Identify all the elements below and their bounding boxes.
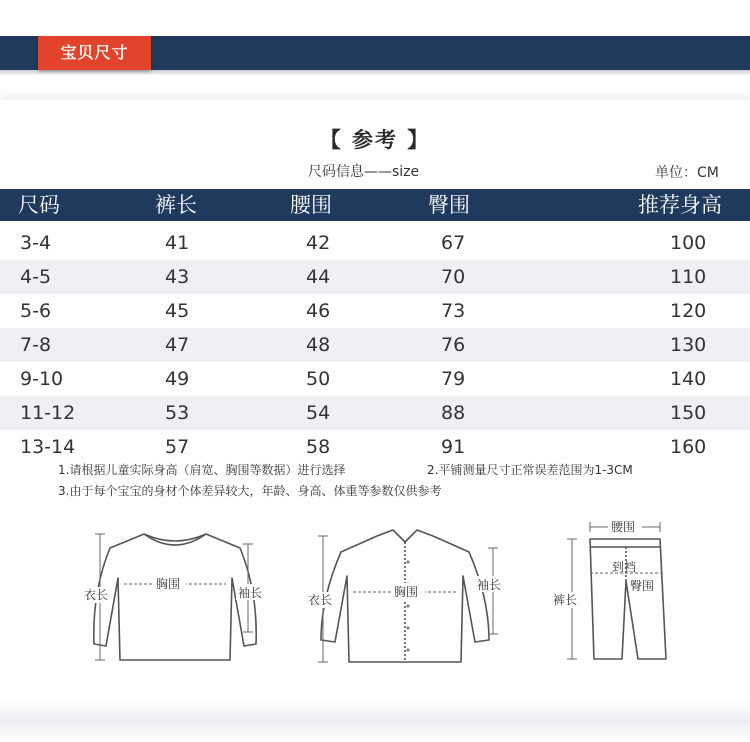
col-header-height: 推荐身高 <box>638 193 722 217</box>
pants-hip-label: 臀围 <box>630 579 655 593</box>
cell-hip: 79 <box>441 368 466 390</box>
table-row <box>0 396 750 430</box>
size-tab-badge: 宝贝尺寸 <box>38 36 151 70</box>
table-header <box>0 189 750 221</box>
cell-size: 13-14 <box>20 436 76 458</box>
note-1: 1.请根据儿童实际身高（肩宽、胸围等数据）进行选择 <box>58 463 346 477</box>
cell-hip: 88 <box>441 402 466 424</box>
cell-waist: 42 <box>306 232 331 254</box>
measurement-diagrams <box>0 507 750 687</box>
tshirt-length-label: 衣长 <box>84 588 109 602</box>
cell-waist: 44 <box>306 266 331 288</box>
pants-rise-label: 到裆 <box>612 560 637 574</box>
col-header-pants-length: 裤长 <box>155 193 197 217</box>
cell-pants-length: 45 <box>165 300 190 322</box>
cell-waist: 48 <box>306 334 331 356</box>
table-row <box>0 328 750 362</box>
cell-size: 9-10 <box>20 368 64 390</box>
shirt-length-label: 衣长 <box>308 593 333 607</box>
reference-title: 【 参考 】 <box>319 128 431 152</box>
note-3: 3.由于每个宝宝的身材个体差异较大，年龄、身高、体重等参数仅供参考 <box>58 484 442 498</box>
table-row <box>0 260 750 294</box>
cell-waist: 50 <box>306 368 331 390</box>
pants-length-label: 裤长 <box>553 593 578 607</box>
cell-waist: 58 <box>306 436 331 458</box>
cell-pants-length: 57 <box>165 436 190 458</box>
cell-size: 11-12 <box>20 402 76 424</box>
shirt-chest-label: 胸围 <box>394 585 419 599</box>
table-row <box>0 226 750 260</box>
cell-size: 4-5 <box>20 266 52 288</box>
cell-height: 140 <box>670 368 707 390</box>
cell-pants-length: 49 <box>165 368 190 390</box>
header-shadow <box>0 70 750 76</box>
cell-hip: 70 <box>441 266 466 288</box>
cell-pants-length: 43 <box>165 266 190 288</box>
cell-pants-length: 53 <box>165 402 190 424</box>
tshirt-diagram <box>80 522 270 682</box>
cell-height: 160 <box>670 436 707 458</box>
cell-size: 3-4 <box>20 232 52 254</box>
size-subtitle: 尺码信息——size <box>308 164 420 180</box>
cell-size: 7-8 <box>20 334 52 356</box>
note-2: 2.平铺测量尺寸正常误差范围为1-3CM <box>427 463 633 477</box>
cell-height: 130 <box>670 334 707 356</box>
cell-height: 110 <box>670 266 707 288</box>
table-row <box>0 430 750 464</box>
cell-height: 100 <box>670 232 707 254</box>
unit-label: 单位：CM <box>655 165 719 181</box>
cell-hip: 91 <box>441 436 466 458</box>
cell-height: 150 <box>670 402 707 424</box>
tshirt-chest-label: 胸围 <box>156 577 181 591</box>
cell-hip: 73 <box>441 300 466 322</box>
table-row <box>0 294 750 328</box>
cell-waist: 46 <box>306 300 331 322</box>
cell-hip: 76 <box>441 334 466 356</box>
cell-height: 120 <box>670 300 707 322</box>
cell-size: 5-6 <box>20 300 52 322</box>
cell-pants-length: 47 <box>165 334 190 356</box>
tshirt-sleeve-label: 袖长 <box>238 586 263 600</box>
shirt-sleeve-label: 袖长 <box>477 578 502 592</box>
col-header-waist: 腰围 <box>290 193 332 217</box>
bottom-divider <box>0 700 750 742</box>
table-row <box>0 362 750 396</box>
shirt-diagram <box>305 522 505 682</box>
col-header-size: 尺码 <box>18 193 60 217</box>
pants-waist-label: 腰围 <box>611 520 636 534</box>
cell-hip: 67 <box>441 232 466 254</box>
cell-pants-length: 41 <box>165 232 190 254</box>
cell-waist: 54 <box>306 402 331 424</box>
col-header-hip: 臀围 <box>428 193 470 217</box>
pants-diagram <box>550 515 680 675</box>
